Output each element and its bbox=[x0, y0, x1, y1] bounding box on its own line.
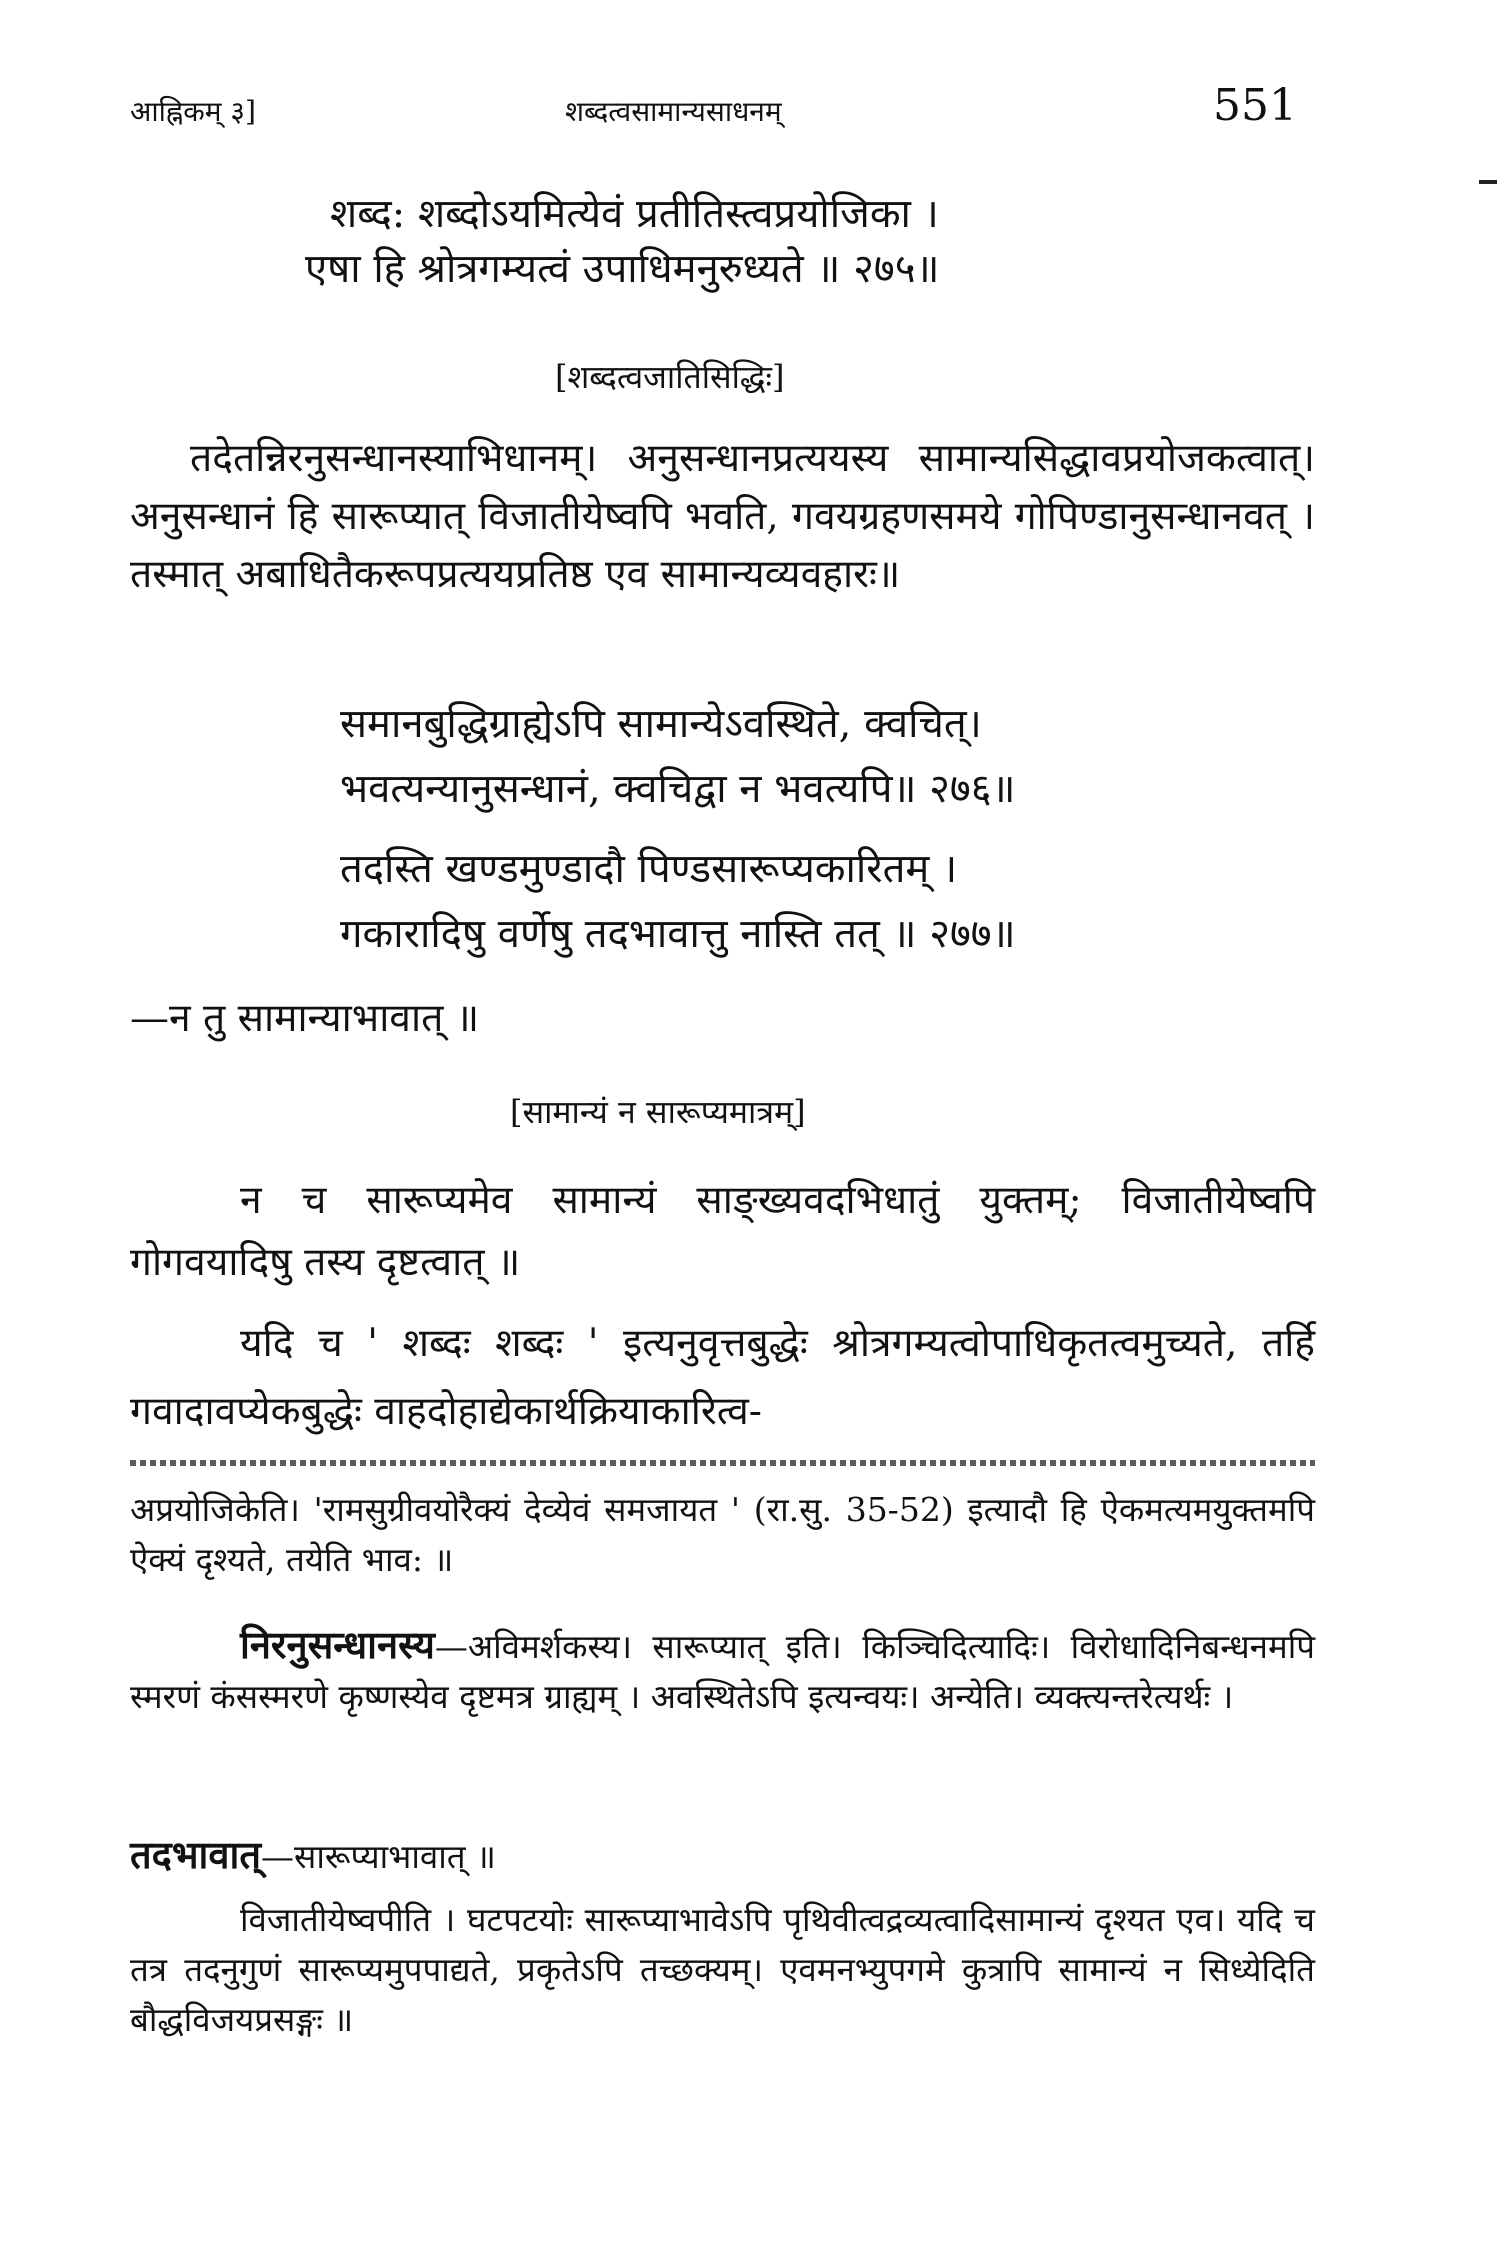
header-title: शब्दत्वसामान्यसाधनम् bbox=[565, 95, 782, 128]
footnote-3 bbox=[130, 1830, 1315, 1882]
footnote-divider bbox=[130, 1460, 1315, 1466]
section-heading-1: [शब्दत्वजातिसिद्धिः] bbox=[555, 358, 785, 396]
page-number: 551 bbox=[1213, 80, 1297, 131]
verse-275-line1: शब्द: शब्दोऽयमित्येवं प्रतीतिस्त्वप्रयोजिका । bbox=[330, 191, 939, 237]
paragraph-3: न च सारूप्यमेव सामान्यं साङ्ख्यवदभिधातुं युक्तम्; विजातीयेष्वपि गोगवयादिषु तस्य दृष्टत्वात् ॥ bbox=[130, 1178, 1315, 1285]
header-chapter: आह्निकम् ३] bbox=[130, 95, 256, 128]
footnote-4: विजातीयेष्वपीति । घटपटयोः सारूप्याभावेऽपि पृथिवीत्वद्रव्यत्वादिसामान्यं दृश्यत एव। यदि च तत्र तदनुगुणं सारूप्यमुपपाद्यते, प्रकृतेऽपि तच्छक्यम्। एवमनभ्युपगमे कुत्रापि सामान्यं न सिध्येदिति बौद्धविजयप्रसङ्गः ॥ bbox=[130, 1900, 1315, 2039]
verse-277-line2: गकारादिषु वर्णेषु तदभावात्तु नास्ति तत् ॥ २७७॥ bbox=[340, 911, 1016, 957]
verse-277-line1: तदस्ति खण्डमुण्डादौ पिण्डसारूप्यकारितम् । bbox=[340, 846, 958, 892]
section-heading-2: [सामान्यं न सारूप्यमात्रम्] bbox=[510, 1093, 806, 1131]
footnote-3-term: तदभावात् bbox=[130, 1832, 262, 1877]
footnote-1: अप्रयोजिकेति। 'रामसुग्रीवयोरैक्यं देव्येवं समजायत ' (रा.सु. 35-52) इत्यादौ हि ऐकमत्यमयुक्तमपि ऐक्यं दृश्यते, तयेति भाव: ॥ bbox=[130, 1490, 1315, 1579]
verse-276-line1: समानबुद्धिग्राह्येऽपि सामान्येऽवस्थिते, क्वचित्। bbox=[340, 701, 982, 747]
footnote-2 bbox=[130, 1620, 1315, 1722]
footnote-3-text: —सारूप्याभावात् ॥ bbox=[261, 1837, 496, 1876]
scan-mark bbox=[1479, 180, 1497, 184]
paragraph-1: तदेतन्निरनुसन्धानस्याभिधानम्। अनुसन्धानप्रत्ययस्य सामान्यसिद्धावप्रयोजकत्वात्। अनुसन्धानं हि सारूप्यात् विजातीयेष्वपि भवति, गवयग्रहणसमये गोपिण्डानुसन्धानवत् । तस्मात् अबाधितैकरूपप्रत्ययप्रतिष्ठ एव सामान्यव्यवहारः॥ bbox=[130, 436, 1315, 597]
footnote-2-text: —अविमर्शकस्य। सारूप्यात् इति। किञ्चिदित्यादिः। विरोधादिनिबन्धनमपि स्मरणं कंसस्मरणे कृष्णस्येव दृष्टमत्र ग्राह्यम् । अवस्थितेऽपि इत्यन्वयः। अन्येति। व्यक्त्यन्तरेत्यर्थः । bbox=[130, 1627, 1315, 1716]
paragraph-4: यदि च ' शब्दः शब्दः ' इत्यनुवृत्तबुद्धेः श्रोत्रगम्यत्वोपाधिकृतत्वमुच्यते, तर्हि गवादावप्येकबुद्धेः वाहदोहाद्येकार्थक्रियाकारित्व- bbox=[130, 1321, 1315, 1434]
verse-276-line2: भवत्यन्यानुसन्धानं, क्वचिद्वा न भवत्यपि॥ २७६॥ bbox=[340, 766, 1016, 812]
running-header bbox=[130, 80, 1297, 150]
verse-275-line2: एषा हि श्रोत्रगम्यत्वं उपाधिमनुरुध्यते ॥ २७५॥ bbox=[305, 246, 940, 292]
paragraph-2: —न तु सामान्याभावात् ॥ bbox=[130, 996, 480, 1041]
footnote-2-term: निरनुसन्धानस्य bbox=[240, 1622, 435, 1667]
